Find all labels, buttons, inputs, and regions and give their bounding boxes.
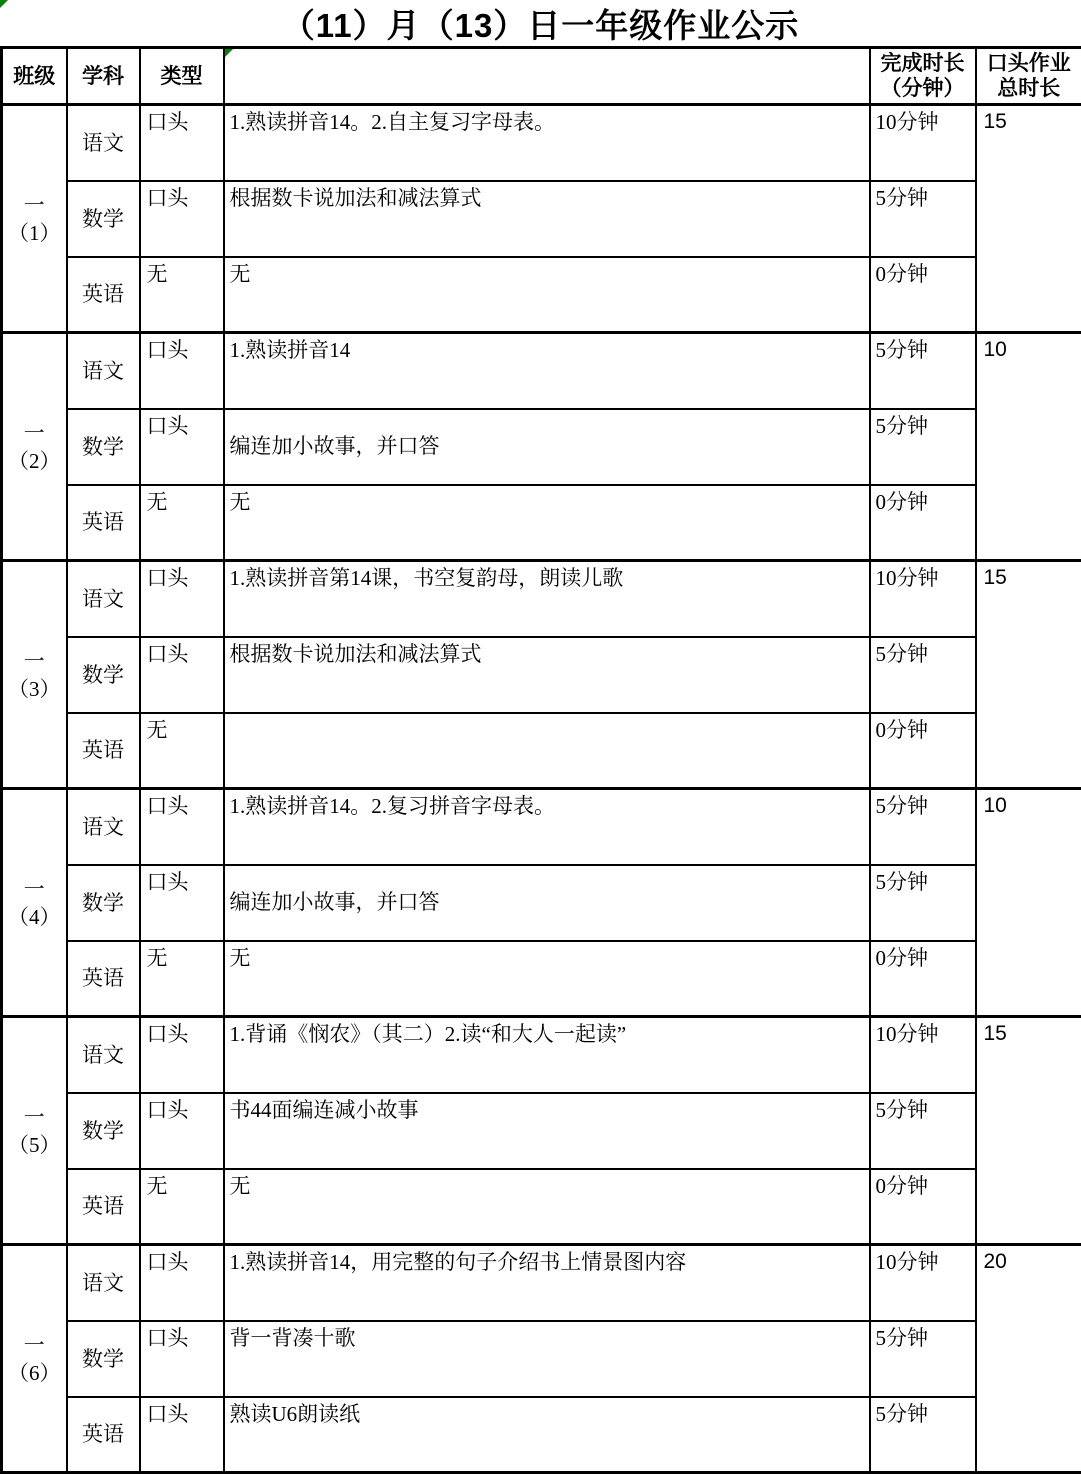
type-cell: 无 [140,485,224,561]
type-cell: 口头 [140,1321,224,1397]
subject-cell: 语文 [67,333,140,409]
table-row [2,865,1081,941]
type-cell: 口头 [140,637,224,713]
header-content [224,48,870,105]
class-name-line2: （4） [3,903,66,931]
table-row [2,105,1081,181]
duration-cell: 0分钟 [870,941,976,1017]
type-cell: 口头 [140,789,224,865]
type-cell: 口头 [140,181,224,257]
class-label [2,105,67,333]
type-cell: 口头 [140,1397,224,1473]
content-cell: 1.熟读拼音14。2.复习拼音字母表。 [224,789,870,865]
type-cell: 口头 [140,865,224,941]
duration-cell: 5分钟 [870,409,976,485]
duration-cell: 0分钟 [870,485,976,561]
content-cell: 1.熟读拼音14。2.自主复习字母表。 [224,105,870,181]
type-cell: 口头 [140,333,224,409]
table-row [2,561,1081,637]
sheet-corner-error-triangle-icon [0,0,8,8]
homework-table [0,46,1081,1474]
subject-cell: 语文 [67,105,140,181]
content-cell: 1.背诵《悯农》（其二）2.读“和大人一起读” [224,1017,870,1093]
type-cell: 口头 [140,1245,224,1321]
table-row [2,1093,1081,1169]
total-cell: 15 [976,105,1081,333]
subject-cell: 语文 [67,1017,140,1093]
duration-cell: 10分钟 [870,1245,976,1321]
content-cell: 无 [224,485,870,561]
content-cell: 编连加小故事，并口答 [224,865,870,941]
subject-cell: 语文 [67,1245,140,1321]
subject-cell: 数学 [67,865,140,941]
subject-cell: 语文 [67,561,140,637]
class-name-line2: （3） [3,675,66,703]
class-label [2,333,67,561]
content-cell: 1.熟读拼音第14课，书空复韵母，朗读儿歌 [224,561,870,637]
class-label [2,1245,67,1473]
table-row [2,181,1081,257]
table-row [2,1321,1081,1397]
table-row [2,713,1081,789]
header-type: 类型 [140,48,224,105]
header-duration [870,48,976,105]
subject-cell: 数学 [67,637,140,713]
header-duration-line1: 完成时长 [871,51,975,76]
header-duration-line2: （分钟） [871,76,975,101]
class-name-line1: 一 [3,1331,66,1359]
type-cell: 无 [140,713,224,789]
class-name-line1: 一 [3,647,66,675]
duration-cell: 10分钟 [870,105,976,181]
class-label [2,789,67,1017]
table-row [2,1017,1081,1093]
type-cell: 口头 [140,409,224,485]
class-label [2,1017,67,1245]
class-name-line1: 一 [3,191,66,219]
type-cell: 口头 [140,1017,224,1093]
duration-cell: 5分钟 [870,637,976,713]
duration-cell: 10分钟 [870,561,976,637]
page-title: （11）月（13）日一年级作业公示 [0,0,1081,46]
duration-cell: 5分钟 [870,789,976,865]
table-row [2,1169,1081,1245]
duration-cell: 0分钟 [870,1169,976,1245]
subject-cell: 数学 [67,1093,140,1169]
table-row [2,485,1081,561]
subject-cell: 英语 [67,941,140,1017]
total-cell: 10 [976,789,1081,1017]
type-cell: 口头 [140,1093,224,1169]
content-cell: 编连加小故事，并口答 [224,409,870,485]
table-row [2,1397,1081,1473]
class-name-line1: 一 [3,1103,66,1131]
content-cell: 无 [224,941,870,1017]
content-cell: 无 [224,257,870,333]
header-class: 班级 [2,48,67,105]
total-cell: 20 [976,1245,1081,1473]
total-cell: 15 [976,1017,1081,1245]
type-cell: 无 [140,941,224,1017]
class-name-line2: （1） [3,219,66,247]
content-cell: 根据数卡说加法和减法算式 [224,637,870,713]
class-label [2,561,67,789]
table-row [2,941,1081,1017]
duration-cell: 5分钟 [870,181,976,257]
table-row [2,637,1081,713]
subject-cell: 语文 [67,789,140,865]
table-row [2,333,1081,409]
duration-cell: 5分钟 [870,1093,976,1169]
duration-cell: 5分钟 [870,333,976,409]
subject-cell: 英语 [67,257,140,333]
type-cell: 口头 [140,561,224,637]
duration-cell: 5分钟 [870,1321,976,1397]
duration-cell: 5分钟 [870,865,976,941]
class-name-line1: 一 [3,419,66,447]
class-name-line1: 一 [3,875,66,903]
duration-cell: 0分钟 [870,713,976,789]
type-cell: 口头 [140,105,224,181]
total-cell: 15 [976,561,1081,789]
cell-error-triangle-icon [225,49,233,57]
type-cell: 无 [140,1169,224,1245]
header-total-line1: 口头作业 [977,51,1081,76]
total-cell: 10 [976,333,1081,561]
content-cell [224,713,870,789]
content-cell: 背一背凑十歌 [224,1321,870,1397]
content-cell: 根据数卡说加法和减法算式 [224,181,870,257]
subject-cell: 英语 [67,713,140,789]
header-row [2,48,1081,105]
subject-cell: 数学 [67,181,140,257]
class-name-line2: （6） [3,1359,66,1387]
table-row [2,1245,1081,1321]
duration-cell: 10分钟 [870,1017,976,1093]
subject-cell: 数学 [67,1321,140,1397]
content-cell: 无 [224,1169,870,1245]
subject-cell: 数学 [67,409,140,485]
header-total-line2: 总时长 [977,76,1081,101]
type-cell: 无 [140,257,224,333]
content-cell: 书44面编连减小故事 [224,1093,870,1169]
subject-cell: 英语 [67,485,140,561]
table-row [2,409,1081,485]
header-total [976,48,1081,105]
duration-cell: 5分钟 [870,1397,976,1473]
class-name-line2: （5） [3,1131,66,1159]
duration-cell: 0分钟 [870,257,976,333]
table-row [2,789,1081,865]
subject-cell: 英语 [67,1397,140,1473]
content-cell: 1.熟读拼音14 [224,333,870,409]
subject-cell: 英语 [67,1169,140,1245]
class-name-line2: （2） [3,447,66,475]
content-cell: 1.熟读拼音14，用完整的句子介绍书上情景图内容 [224,1245,870,1321]
header-subject: 学科 [67,48,140,105]
content-cell: 熟读U6朗读纸 [224,1397,870,1473]
table-row [2,257,1081,333]
